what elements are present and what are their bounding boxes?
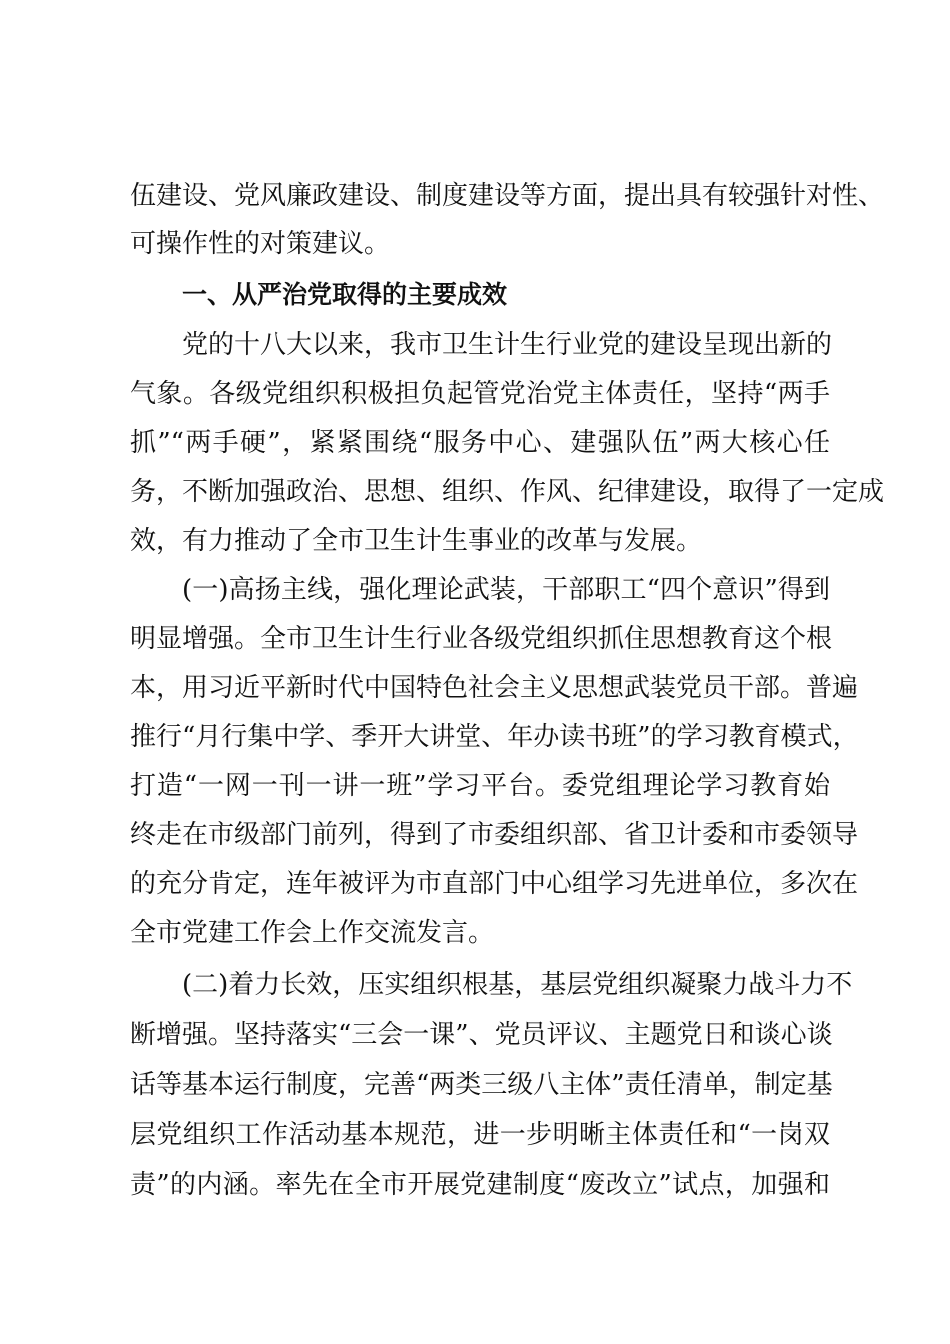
paragraph1-line-2: 气象。各级党组织积极担负起管党治党主体责任，坚持“两手 <box>130 379 830 409</box>
paragraph3-line-3: 话等基本运行制度，完善“两类三级八主体”责任清单，制定基 <box>130 1070 833 1100</box>
paragraph3-line-4: 层党组织工作活动基本规范，进一步明晰主体责任和“一岗双 <box>130 1120 830 1150</box>
intro-line-2: 可操作性的对策建议。 <box>130 229 391 259</box>
paragraph2-line-2: 明显增强。全市卫生计生行业各级党组织抓住思想教育这个根 <box>130 624 833 654</box>
paragraph2-line-1: (一)高扬主线，强化理论武装，干部职工“四个意识”得到 <box>182 575 830 605</box>
paragraph2-line-4: 推行“月行集中学、季开大讲堂、年办读书班”的学习教育模式， <box>130 722 859 752</box>
paragraph2-line-5: 打造“一网一刊一讲一班”学习平台。委党组理论学习教育始 <box>130 771 830 801</box>
section-heading: 一、从严治党取得的主要成效 <box>182 280 508 309</box>
intro-line-1: 伍建设、党风廉政建设、制度建设等方面，提出具有较强针对性、 <box>130 181 885 211</box>
paragraph1-line-1: 党的十八大以来，我市卫生计生行业党的建设呈现出新的 <box>182 330 833 360</box>
paragraph2-line-3: 本，用习近平新时代中国特色社会主义思想武装党员干部。普遍 <box>130 673 859 703</box>
paragraph3-line-2: 断增强。坚持落实“三会一课”、党员评议、主题党日和谈心谈 <box>130 1020 833 1050</box>
paragraph2-line-6: 终走在市级部门前列，得到了市委组织部、省卫计委和市委领导 <box>130 820 859 850</box>
paragraph1-line-3: 抓”“两手硬”，紧紧围绕“服务中心、建强队伍”两大核心任 <box>130 428 830 458</box>
paragraph2-line-7: 的充分肯定，连年被评为市直部门中心组学习先进单位，多次在 <box>130 869 859 899</box>
paragraph3-line-5: 责”的内涵。率先在全市开展党建制度“废改立”试点，加强和 <box>130 1170 830 1200</box>
paragraph3-line-1: (二)着力长效，压实组织根基，基层党组织凝聚力战斗力不 <box>182 970 853 1000</box>
paragraph2-line-8: 全市党建工作会上作交流发言。 <box>130 918 495 948</box>
paragraph1-line-5: 效，有力推动了全市卫生计生事业的改革与发展。 <box>130 526 703 556</box>
paragraph1-line-4: 务，不断加强政治、思想、组织、作风、纪律建设，取得了一定成 <box>130 477 885 507</box>
